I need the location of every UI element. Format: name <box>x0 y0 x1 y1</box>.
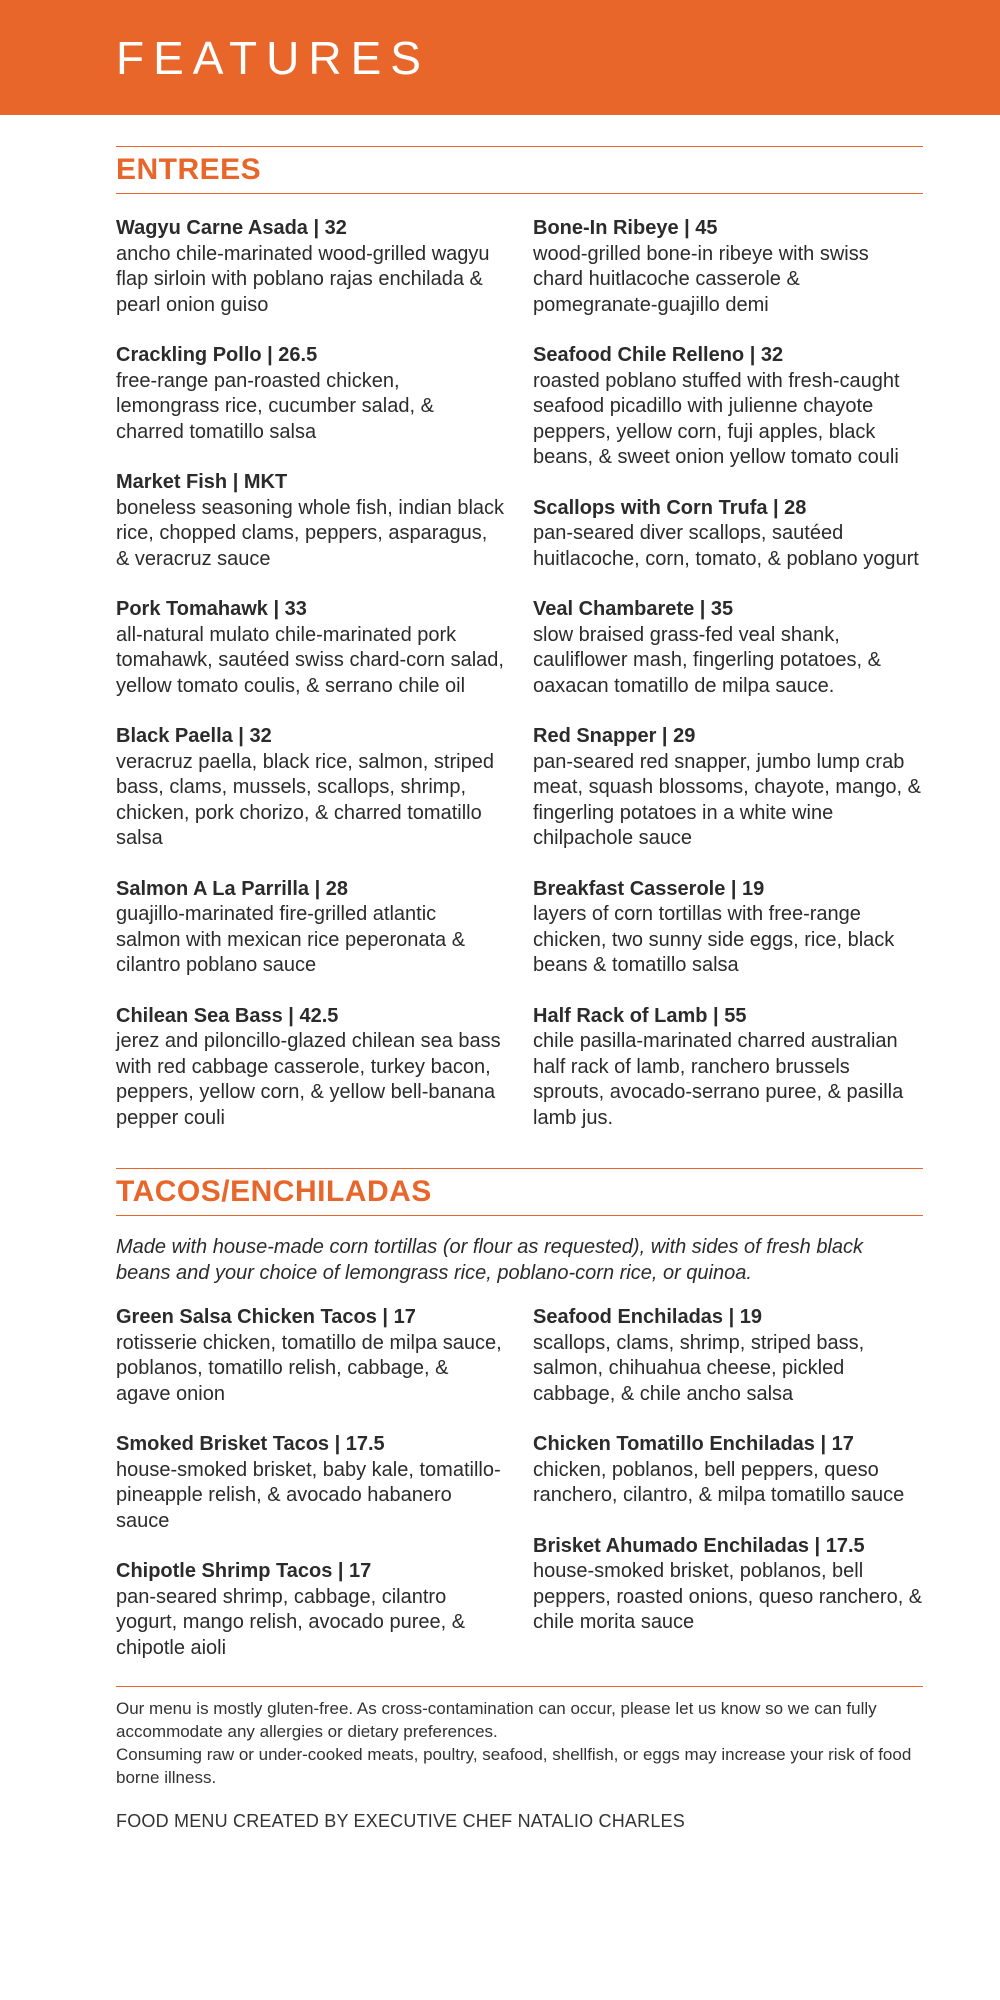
menu-item-title: Chicken Tomatillo Enchiladas | 17 <box>533 1433 854 1455</box>
allergy-note: Our menu is mostly gluten-free. As cross-contamination can occur, please let us know so we can fully accommodate any allergies or dietary preferences. <box>116 1699 877 1741</box>
entrees-right-column <box>533 216 923 1156</box>
menu-item-description: pan-seared shrimp, cabbage, cilantro yogurt, mango relish, avocado puree, & chipotle aioli <box>116 1585 466 1659</box>
menu-item <box>533 496 923 573</box>
menu-item <box>116 470 506 572</box>
menu-item-description: pan-seared diver scallops, sautéed huitlacoche, corn, tomato, & poblano yogurt <box>533 522 919 570</box>
entrees-columns <box>116 216 923 1156</box>
menu-item-title: Wagyu Carne Asada | 32 <box>116 217 347 239</box>
menu-item-description: house-smoked brisket, baby kale, tomatillo-pineapple relish, & avocado habanero sauce <box>116 1458 501 1532</box>
menu-item-title: Chilean Sea Bass | 42.5 <box>116 1004 339 1027</box>
menu-item-description: pan-seared red snapper, jumbo lump crab meat, squash blossoms, chayote, mango, & fingerling potatoes in a white wine chilpachole sauce <box>533 750 921 849</box>
menu-item-title: Salmon A La Parrilla | 28 <box>116 877 348 900</box>
menu-item-description: boneless seasoning whole fish, indian black rice, chopped clams, peppers, asparagus, & veracruz sauce <box>116 496 505 570</box>
menu-item-description: all-natural mulato chile-marinated pork tomahawk, sautéed swiss chard-corn salad, yellow tomato coulis, & serrano chile oil <box>116 623 504 697</box>
menu-item-description: free-range pan-roasted chicken, lemongrass rice, cucumber salad, & charred tomatillo salsa <box>116 369 434 443</box>
menu-item-title: Green Salsa Chicken Tacos | 17 <box>116 1306 416 1328</box>
page-title: FEATURES <box>116 31 430 84</box>
menu-item <box>116 216 506 318</box>
menu-item-description: scallops, clams, shrimp, striped bass, salmon, chihuahua cheese, pickled cabbage, & chile ancho salsa <box>533 1331 865 1405</box>
menu-item-description: roasted poblano stuffed with fresh-caught seafood picadillo with julienne chayote peppers, yellow corn, fuji apples, black beans, & sweet onion yellow tomato couli <box>533 369 900 468</box>
menu-item <box>116 724 506 852</box>
entrees-section-header <box>116 146 923 194</box>
menu-item-title: Black Paella | 32 <box>116 725 272 747</box>
menu-item-title: Bone-In Ribeye | 45 <box>533 217 718 239</box>
menu-item <box>533 597 923 699</box>
chef-credit: FOOD MENU CREATED BY EXECUTIVE CHEF NATALIO CHARLES <box>116 1811 685 1831</box>
menu-item <box>533 724 923 852</box>
menu-item-title: Scallops with Corn Trufa | 28 <box>533 496 807 519</box>
menu-item-title: Half Rack of Lamb | 55 <box>533 1004 747 1027</box>
menu-item-description: chile pasilla-marinated charred australian half rack of lamb, ranchero brussels sprouts, avocado-serrano puree, & pasilla lamb jus. <box>533 1030 904 1129</box>
menu-item-title: Veal Chambarete | 35 <box>533 598 734 620</box>
menu-item <box>533 1004 923 1132</box>
menu-item <box>116 1305 506 1407</box>
menu-item-title: Chipotle Shrimp Tacos | 17 <box>116 1560 372 1582</box>
food-safety-note: Consuming raw or under-cooked meats, poultry, seafood, shellfish, or eggs may increase your risk of food borne illness. <box>116 1745 912 1787</box>
menu-item-title: Market Fish | MKT <box>116 471 288 493</box>
menu-item-title: Pork Tomahawk | 33 <box>116 598 307 620</box>
menu-item-description: house-smoked brisket, poblanos, bell peppers, roasted onions, queso ranchero, & chile morita sauce <box>533 1560 923 1633</box>
menu-item-description: layers of corn tortillas with free-range chicken, two sunny side eggs, rice, black beans & tomatillo salsa <box>533 903 895 976</box>
menu-item-description: wood-grilled bone-in ribeye with swiss chard huitlacoche casserole & pomegranate-guajillo demi <box>533 242 869 316</box>
menu-item-description: slow braised grass-fed veal shank, cauliflower mash, fingerling potatoes, & oaxacan tomatillo de milpa sauce. <box>533 623 881 697</box>
entrees-heading: ENTREES <box>116 153 262 186</box>
menu-item <box>116 1004 506 1132</box>
tacos-right-column <box>533 1305 923 1686</box>
menu-item-description: guajillo-marinated fire-grilled atlantic salmon with mexican rice peperonata & cilantro poblano sauce <box>116 903 466 976</box>
tacos-left-column <box>116 1305 506 1686</box>
features-banner <box>0 0 1000 115</box>
menu-item-title: Breakfast Casserole | 19 <box>533 877 765 900</box>
menu-item <box>116 1432 506 1534</box>
footer-divider <box>116 1686 923 1687</box>
menu-item-description: rotisserie chicken, tomatillo de milpa sauce, poblanos, tomatillo relish, cabbage, & agave onion <box>116 1331 502 1405</box>
menu-item <box>533 1432 923 1509</box>
menu-item <box>533 1534 923 1636</box>
menu-item <box>533 343 923 471</box>
menu-item-title: Brisket Ahumado Enchiladas | 17.5 <box>533 1534 865 1557</box>
entrees-left-column <box>116 216 506 1156</box>
menu-item <box>116 877 506 979</box>
menu-item-description: ancho chile-marinated wood-grilled wagyu flap sirloin with poblano rajas enchilada & pearl onion guiso <box>116 242 490 316</box>
menu-content <box>0 146 1000 1832</box>
tacos-section-header <box>116 1168 923 1216</box>
menu-item <box>533 877 923 979</box>
menu-item-description: jerez and piloncillo-glazed chilean sea bass with red cabbage casserole, turkey bacon, peppers, yellow corn, & yellow bell-banana pepper couli <box>116 1030 501 1129</box>
menu-item-description: veracruz paella, black rice, salmon, striped bass, clams, mussels, scallops, shrimp, chicken, pork chorizo, & charred tomatillo salsa <box>116 750 494 849</box>
menu-item-title: Seafood Enchiladas | 19 <box>533 1306 763 1328</box>
menu-item-description: chicken, poblanos, bell peppers, queso ranchero, cilantro, & milpa tomatillo sauce <box>533 1458 905 1506</box>
menu-item <box>533 216 923 318</box>
menu-item-title: Smoked Brisket Tacos | 17.5 <box>116 1433 385 1455</box>
menu-item-title: Crackling Pollo | 26.5 <box>116 344 318 366</box>
menu-item <box>533 1305 923 1407</box>
menu-item <box>116 343 506 445</box>
footer-notes <box>116 1697 923 1789</box>
tacos-heading: TACOS/ENCHILADAS <box>116 1175 432 1208</box>
tacos-intro: Made with house-made corn tortillas (or flour as requested), with sides of fresh black beans and your choice of lemongrass rice, poblano-corn rice, or quinoa. <box>116 1236 864 1284</box>
menu-item-title: Seafood Chile Relleno | 32 <box>533 344 784 366</box>
tacos-columns <box>116 1305 923 1686</box>
menu-item <box>116 597 506 699</box>
menu-item <box>116 1559 506 1661</box>
menu-item-title: Red Snapper | 29 <box>533 725 696 747</box>
